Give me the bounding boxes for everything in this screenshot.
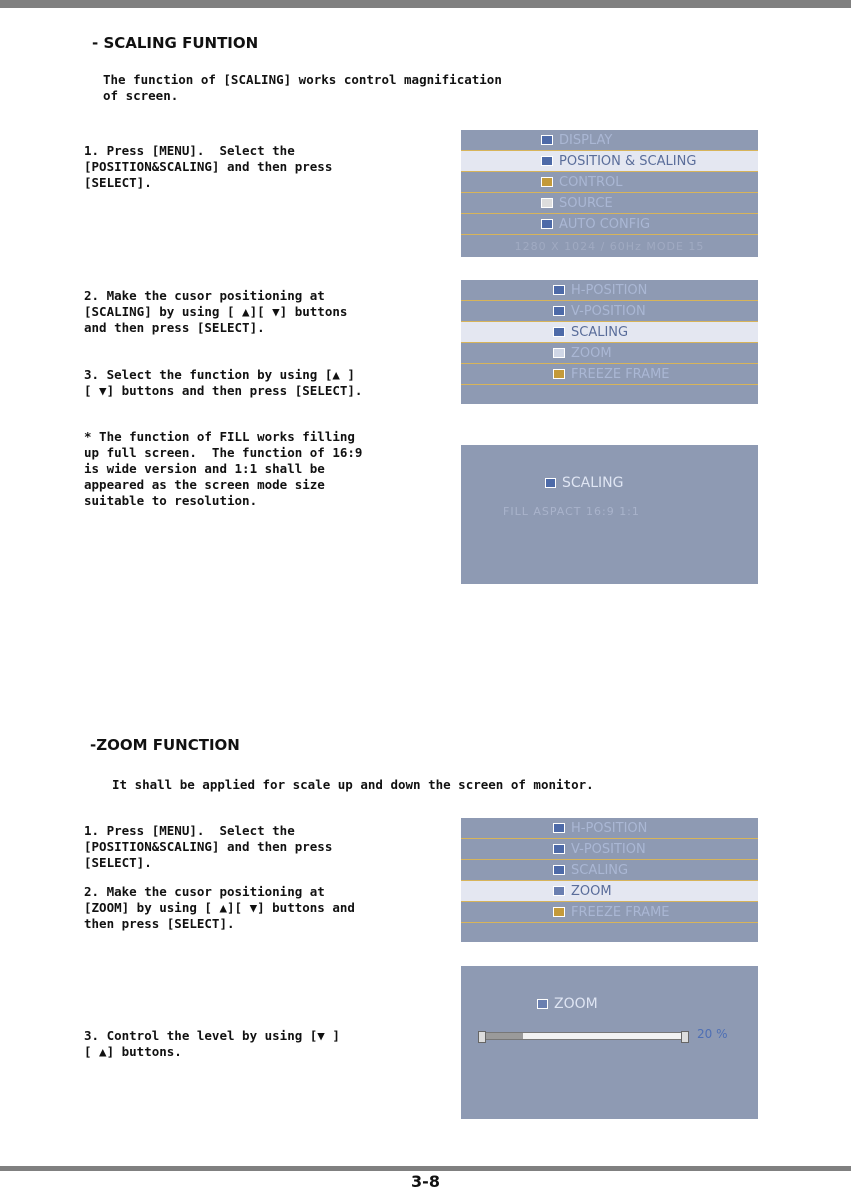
submenu-item-label: SCALING bbox=[571, 324, 629, 340]
scaling-icon bbox=[553, 865, 565, 875]
h-position-icon bbox=[553, 823, 565, 833]
submenu-item-label: V-POSITION bbox=[571, 841, 646, 857]
zoom-slider[interactable] bbox=[481, 1032, 686, 1040]
scaling-heading: - SCALING FUNTION bbox=[92, 34, 259, 52]
zoom-submenu-osd bbox=[461, 818, 758, 942]
scaling-panel-title bbox=[545, 475, 624, 491]
submenu-item-label: FREEZE FRAME bbox=[571, 904, 670, 920]
control-icon bbox=[541, 177, 553, 187]
slider-right-arrow-icon[interactable] bbox=[681, 1031, 689, 1043]
menu-item-auto-config[interactable] bbox=[461, 214, 758, 235]
submenu-item-zoom[interactable] bbox=[461, 881, 758, 902]
zoom-step-3: 3. Control the level by using [▼ ] [ ▲] buttons. bbox=[84, 1028, 340, 1059]
scaling-step-3: 3. Select the function by using [▲ ] [ ▼] buttons and then press [SELECT]. bbox=[84, 367, 363, 398]
slider-left-arrow-icon[interactable] bbox=[478, 1031, 486, 1043]
zoom-value: 20 % bbox=[697, 1027, 728, 1041]
submenu-item-zoom[interactable] bbox=[461, 343, 758, 364]
zoom-panel-title bbox=[537, 996, 598, 1012]
submenu-item-scaling[interactable] bbox=[461, 860, 758, 881]
submenu-item-label: H-POSITION bbox=[571, 282, 648, 298]
zoom-heading: -ZOOM FUNCTION bbox=[90, 736, 240, 754]
scaling-note: * The function of FILL works filling up full screen. The function of 16:9 is wide version and 1:1 shall be appeared as the screen mode size suitable to resolution. bbox=[84, 429, 363, 508]
source-icon bbox=[541, 198, 553, 208]
menu-item-source[interactable] bbox=[461, 193, 758, 214]
submenu-item-freeze-frame[interactable] bbox=[461, 902, 758, 923]
submenu-blank-row bbox=[461, 923, 758, 942]
scaling-intro: The function of [SCALING] works control magnification of screen. bbox=[103, 72, 502, 103]
scaling-step-1: 1. Press [MENU]. Select the [POSITION&SCALING] and then press [SELECT]. bbox=[84, 143, 333, 190]
position-icon bbox=[541, 156, 553, 166]
submenu-item-freeze-frame[interactable] bbox=[461, 364, 758, 385]
menu-item-control[interactable] bbox=[461, 172, 758, 193]
scaling-panel-title-label: SCALING bbox=[562, 475, 624, 491]
menu-item-label: SOURCE bbox=[559, 195, 613, 211]
zoom-panel-title-label: ZOOM bbox=[554, 996, 598, 1012]
menu-item-position-scaling[interactable] bbox=[461, 151, 758, 172]
submenu-item-label: FREEZE FRAME bbox=[571, 366, 670, 382]
zoom-slider-fill bbox=[482, 1033, 523, 1039]
scaling-icon bbox=[553, 327, 565, 337]
zoom-intro: It shall be applied for scale up and down the screen of monitor. bbox=[112, 777, 594, 792]
menu-item-label: POSITION & SCALING bbox=[559, 153, 697, 169]
position-submenu-osd bbox=[461, 280, 758, 404]
zoom-icon bbox=[537, 999, 548, 1009]
menu-item-display[interactable] bbox=[461, 130, 758, 151]
menu-item-label: CONTROL bbox=[559, 174, 623, 190]
display-icon bbox=[541, 135, 553, 145]
bottom-rule bbox=[0, 1166, 851, 1171]
submenu-item-label: ZOOM bbox=[571, 345, 612, 361]
auto-config-icon bbox=[541, 219, 553, 229]
menu-item-label: AUTO CONFIG bbox=[559, 216, 651, 232]
scaling-step-2: 2. Make the cusor positioning at [SCALING] by using [ ▲][ ▼] buttons and then press [SELECT]. bbox=[84, 288, 348, 335]
submenu-item-label: ZOOM bbox=[571, 883, 612, 899]
v-position-icon bbox=[553, 306, 565, 316]
freeze-frame-icon bbox=[553, 369, 565, 379]
page-number: 3-8 bbox=[411, 1172, 440, 1191]
submenu-blank-row bbox=[461, 385, 758, 404]
top-rule bbox=[0, 0, 851, 8]
menu-status-footer: 1280 X 1024 / 60Hz MODE 15 bbox=[514, 239, 705, 253]
zoom-step-2: 2. Make the cusor positioning at [ZOOM] by using [ ▲][ ▼] buttons and then press [SELECT]. bbox=[84, 884, 355, 931]
freeze-frame-icon bbox=[553, 907, 565, 917]
submenu-item-h-position[interactable] bbox=[461, 818, 758, 839]
scaling-icon bbox=[545, 478, 556, 488]
main-menu-osd bbox=[461, 130, 758, 257]
submenu-item-v-position[interactable] bbox=[461, 839, 758, 860]
zoom-step-1: 1. Press [MENU]. Select the [POSITION&SCALING] and then press [SELECT]. bbox=[84, 823, 333, 870]
h-position-icon bbox=[553, 285, 565, 295]
submenu-item-h-position[interactable] bbox=[461, 280, 758, 301]
submenu-item-scaling[interactable] bbox=[461, 322, 758, 343]
submenu-item-label: H-POSITION bbox=[571, 820, 648, 836]
zoom-icon bbox=[553, 348, 565, 358]
scaling-options[interactable]: FILL ASPACT 16:9 1:1 bbox=[503, 505, 640, 518]
submenu-item-label: SCALING bbox=[571, 862, 629, 878]
submenu-item-label: V-POSITION bbox=[571, 303, 646, 319]
menu-item-label: DISPLAY bbox=[559, 132, 613, 148]
scaling-panel-osd bbox=[461, 445, 758, 584]
v-position-icon bbox=[553, 844, 565, 854]
zoom-icon bbox=[553, 886, 565, 896]
submenu-item-v-position[interactable] bbox=[461, 301, 758, 322]
zoom-panel-osd bbox=[461, 966, 758, 1119]
